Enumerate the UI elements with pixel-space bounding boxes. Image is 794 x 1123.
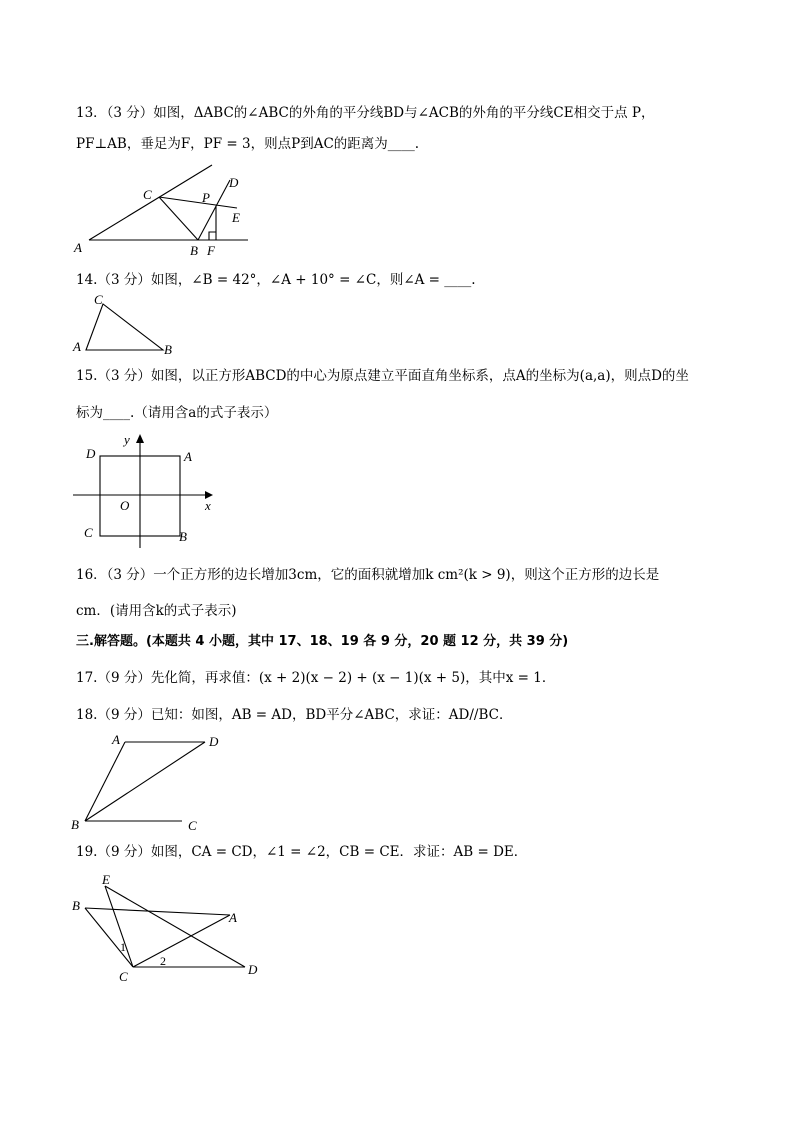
q13-label-b: B (190, 243, 198, 258)
q17-text-line1: 17.（9 分）先化简，再求值：(x + 2)(x − 2) + (x − 1)(x + 5)，其中x = 1． (76, 670, 556, 686)
q19-label-a: A (229, 910, 237, 925)
q15-label-o: O (120, 498, 130, 513)
q16-text-line2: cm．(请用含k的式子表示) (76, 603, 237, 619)
q15-text-line1: 15.（3 分）如图，以正方形ABCD的中心为原点建立平面直角坐标系，点A的坐标为(a,a)，则点D的坐 (76, 368, 689, 384)
q13-label-d: D (229, 175, 239, 190)
q19-label-angle-1: 1 (120, 940, 126, 954)
q14-label-a: A (73, 339, 81, 354)
q18-label-a: A (112, 732, 120, 747)
q18-label-d: D (209, 734, 219, 749)
q19-text-line1: 19.（9 分）如图，CA = CD，∠1 = ∠2，CB = CE．求证：AB = DE． (76, 844, 528, 860)
q13-label-f: F (207, 243, 215, 258)
q14-figure (60, 290, 190, 360)
q14-text-line1: 14.（3 分）如图，∠B = 42°，∠A + 10° = ∠C，则∠A = ____. (76, 272, 476, 288)
q15-label-d: D (86, 446, 96, 461)
q18-label-b: B (71, 817, 79, 832)
section-3-heading: 三.解答题。(本题共 4 小题，其中 17、18、19 各 9 分，20 题 12 分，共 39 分) (76, 634, 569, 649)
q15-label-x: x (205, 498, 211, 513)
q13-label-a: A (74, 240, 82, 255)
q19-label-b: B (72, 898, 80, 913)
q13-label-c: C (143, 187, 152, 202)
q16-text-line1: 16．（3 分）一个正方形的边长增加3cm，它的面积就增加k cm²(k > 9)，则这个正方形的边长是 (76, 567, 660, 583)
q15-label-b: B (179, 529, 187, 544)
q13-text-line1: 13．（3 分）如图，ΔABC的∠ABC的外角的平分线BD与∠ACB的外角的平分线CE相交于点 P， (76, 105, 655, 121)
q15-text-line2: 标为____.（请用含a的式子表示） (76, 405, 278, 421)
q13-label-e: E (232, 210, 240, 225)
q14-label-b: B (164, 342, 172, 357)
q19-label-e: E (102, 872, 110, 887)
q14-label-c: C (94, 292, 103, 307)
q19-label-c: C (119, 969, 128, 984)
q15-figure (60, 430, 230, 550)
q18-text-line1: 18.（9 分）已知：如图，AB = AD，BD平分∠ABC，求证：AD//BC． (76, 707, 513, 723)
q15-label-c: C (84, 525, 93, 540)
q15-label-y: y (124, 432, 130, 447)
q18-label-c: C (188, 818, 197, 833)
q19-label-d: D (248, 962, 258, 977)
q19-figure (60, 870, 270, 985)
q15-label-a: A (184, 449, 192, 464)
q13-label-p: P (202, 190, 210, 205)
q13-figure (60, 160, 260, 260)
q13-text-line2: PF⊥AB，垂足为F，PF = 3，则点P到AC的距离为____. (76, 136, 420, 152)
q19-label-angle-2: 2 (160, 954, 166, 968)
q18-figure (60, 730, 220, 835)
